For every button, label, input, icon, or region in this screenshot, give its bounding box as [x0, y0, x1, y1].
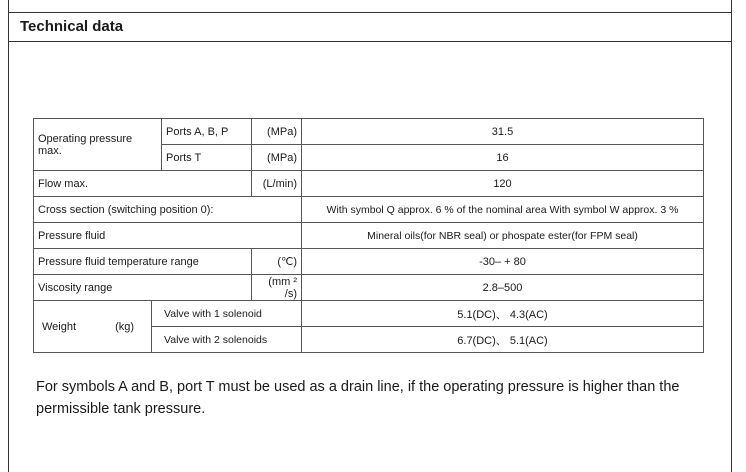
ports-abp-unit: (MPa): [252, 119, 302, 145]
ports-t-value: 16: [302, 145, 704, 171]
cross-section-value: With symbol Q approx. 6 % of the nominal area With symbol W approx. 3 %: [302, 197, 704, 223]
table-row: [34, 171, 704, 197]
weight-two-label: Valve with 2 solenoids: [152, 327, 302, 353]
drain-line-note: For symbols A and B, port T must be used as a drain line, if the operating pressure is higher than the permissible tank pressure.: [36, 379, 680, 417]
table-row: [34, 301, 704, 327]
viscosity-label: Viscosity range: [34, 275, 252, 301]
cross-section-label: Cross section (switching position 0):: [34, 197, 302, 223]
section-title: Technical data: [20, 18, 124, 35]
table-row: [34, 249, 704, 275]
ports-t-label: Ports T: [162, 145, 252, 171]
weight-two-value: 6.7(DC)、 5.1(AC): [302, 327, 704, 353]
table-row: [34, 119, 704, 145]
weight-unit: (kg): [115, 320, 135, 333]
weight-label: Weight: [42, 320, 77, 333]
temp-label: Pressure fluid temperature range: [34, 249, 252, 275]
temp-value: -30– + 80: [302, 249, 704, 275]
technical-data-table: [33, 118, 704, 353]
table-row: [34, 223, 704, 249]
section-header: [8, 12, 732, 42]
flow-unit: (L/min): [252, 171, 302, 197]
fluid-label: Pressure fluid: [34, 223, 302, 249]
flow-label: Flow max.: [34, 171, 252, 197]
ports-t-unit: (MPa): [252, 145, 302, 171]
ports-abp-label: Ports A, B, P: [162, 119, 252, 145]
table-row: [34, 197, 704, 223]
flow-value: 120: [302, 171, 704, 197]
fluid-value: Mineral oils(for NBR seal) or phospate ester(for FPM seal): [302, 223, 704, 249]
weight-one-value: 5.1(DC)、 4.3(AC): [302, 301, 704, 327]
ports-abp-value: 31.5: [302, 119, 704, 145]
temp-unit: (℃): [252, 249, 302, 275]
op-pressure-label: Operating pressure max.: [34, 119, 162, 171]
weight-cell: [34, 301, 152, 353]
weight-one-label: Valve with 1 solenoid: [152, 301, 302, 327]
viscosity-value: 2.8–500: [302, 275, 704, 301]
table-row: [34, 275, 704, 301]
viscosity-unit: (mm ² /s): [252, 275, 302, 301]
